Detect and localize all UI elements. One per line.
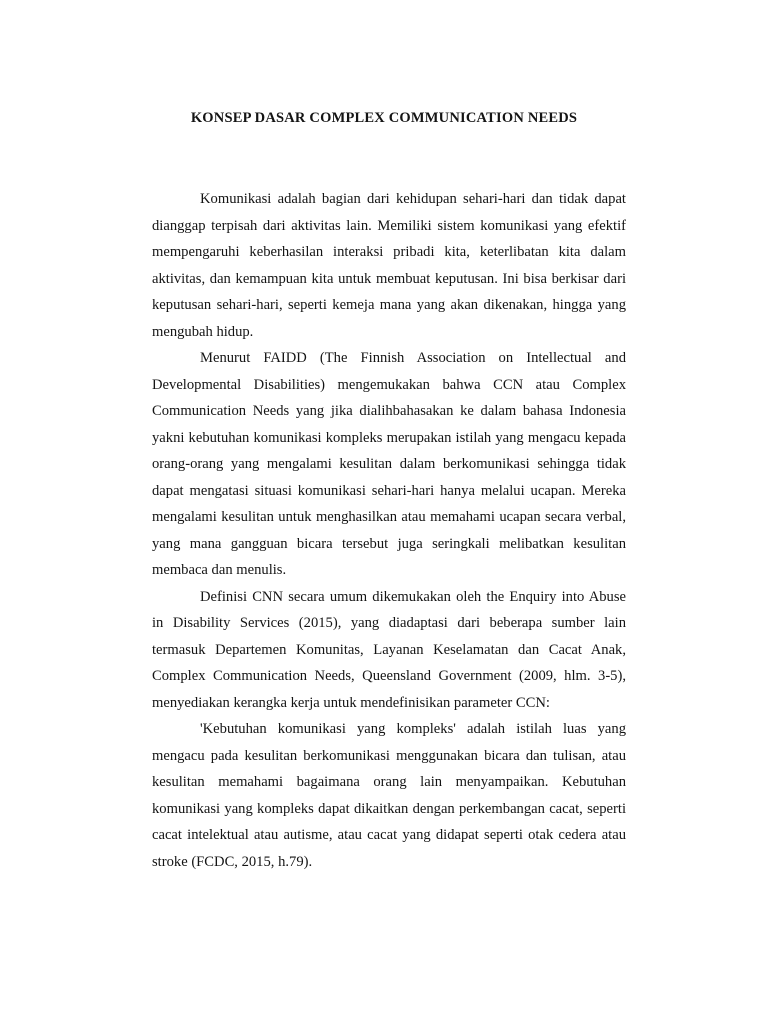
paragraph-4: 'Kebutuhan komunikasi yang kompleks' adalah istilah luas yang mengacu pada kesulitan berkomunikasi menggunakan bicara dan tulisan, atau kesulitan memahami bagaimana orang lain menyampaikan. Kebutuhan komunikasi yang kompleks dapat dikaitkan dengan perkembangan cacat, seperti cacat intelektual atau autisme, atau cacat yang didapat seperti otak cedera atau stroke (FCDC, 2015, h.79). (152, 721, 626, 870)
paragraph-1: Komunikasi adalah bagian dari kehidupan sehari-hari dan tidak dapat dianggap terpisah dari aktivitas lain. Memiliki sistem komunikasi yang efektif mempengaruhi keberhasilan interaksi pribadi kita, keterlibatan kita dalam aktivitas, dan kemampuan kita untuk membuat keputusan. Ini bisa berkisar dari keputusan sehari-hari, seperti kemeja mana yang akan dikenakan, hingga yang mengubah hidup. (152, 191, 626, 340)
document-title: KONSEP DASAR COMPLEX COMMUNICATION NEEDS (190, 110, 578, 126)
document-body (152, 186, 626, 875)
paragraph-3: Definisi CNN secara umum dikemukakan oleh the Enquiry into Abuse in Disability Services (2015), yang diadaptasi dari beberapa sumber lain termasuk Departemen Komunitas, Layanan Keselamatan dan Cacat Anak, Complex Communication Needs, Queensland Government (2009, hlm. 3-5), menyediakan kerangka kerja untuk mendefinisikan parameter CCN: (152, 588, 626, 711)
paragraph-2: Menurut FAIDD (The Finnish Association on Intellectual and Developmental Disabilities) mengemukakan bahwa CCN atau Complex Communication Needs yang jika dialihbahasakan ke dalam bahasa Indonesia yakni kebutuhan komunikasi kompleks merupakan istilah yang mengacu kepada orang-orang yang mengalami kesulitan dalam berkomunikasi sehingga tidak dapat mengatasi situasi komunikasi sehari-hari hanya melalui ucapan. Mereka mengalami kesulitan untuk menghasilkan atau memahami ucapan secara verbal, yang mana gangguan bicara tersebut juga seringkali melibatkan kesulitan membaca dan menulis. (152, 350, 626, 578)
